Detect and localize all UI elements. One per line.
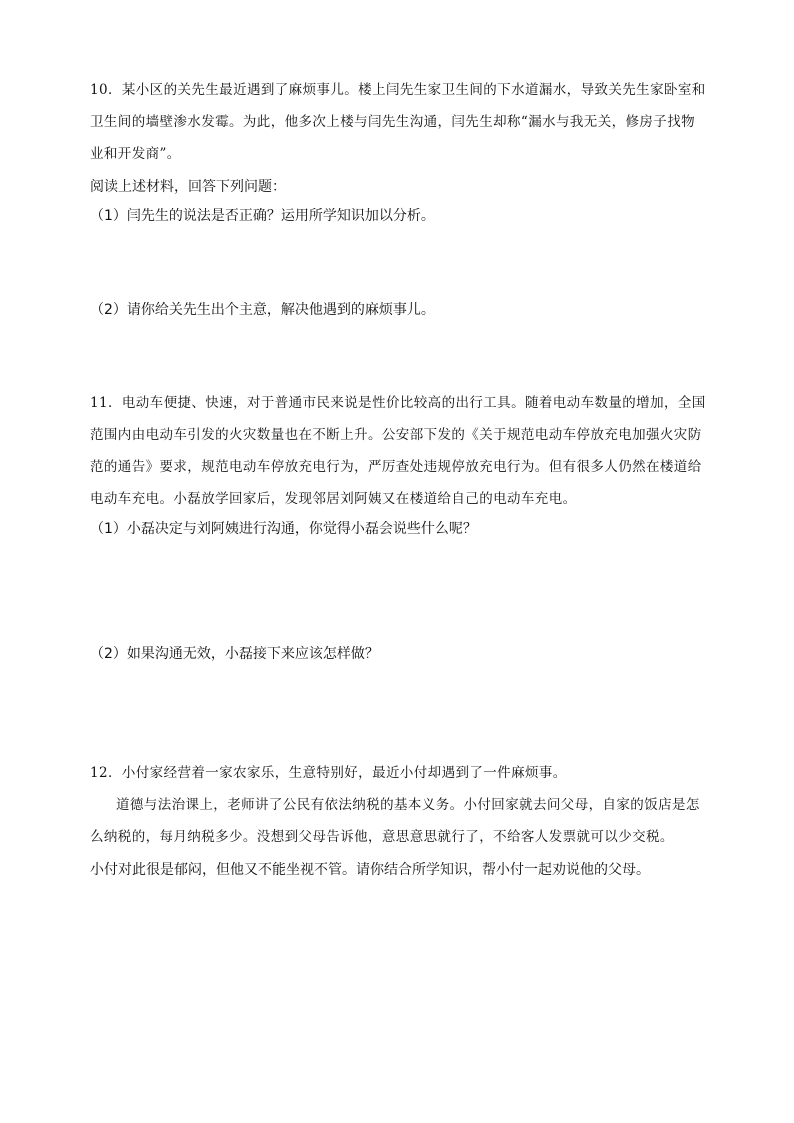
material-line: 范的通告》要求，规范电动车停放充电行为，严厉查处违规停放充电行为。但有很多人仍然在楼道给 (90, 459, 702, 475)
material-line: 业和开发商”。 (90, 146, 181, 162)
material-line: 10．某小区的关先生最近遇到了麻烦事儿。楼上闫先生家卫生间的下水道漏水，导致关先生家卧室和 (90, 82, 706, 98)
question-10-prompt: 阅读上述材料，回答下列问题： (90, 179, 286, 195)
question-12-material (90, 757, 710, 853)
question-11-sub-2: （2）如果沟通无效，小磊接下来应该怎样做？ (90, 646, 379, 662)
material-line: 卫生间的墙壁渗水发霉。为此，他多次上楼与闫先生沟通，闫先生却称“漏水与我无关，修房子找物 (90, 114, 695, 130)
question-11-material (90, 387, 710, 515)
question-10-material (90, 74, 710, 170)
question-12-task: 小付对此很是郁闷，但他又不能坐视不管。请你结合所学知识，帮小付一起劝说他的父母。 (90, 862, 650, 878)
question-11-sub-1: （1）小磊决定与刘阿姨进行沟通，你觉得小磊会说些什么呢？ (90, 521, 477, 537)
material-line: 范围内由电动车引发的火灾数量也在不断上升。公安部下发的《关于规范电动车停放充电加强火灾防 (90, 427, 702, 443)
material-line: 道德与法治课上，老师讲了公民有依法纳税的基本义务。小付回家就去问父母，自家的饭店是怎 (116, 797, 700, 813)
material-line: 电动车充电。小磊放学回家后，发现邻居刘阿姨又在楼道给自己的电动车充电。 (90, 491, 577, 507)
material-line: 11．电动车便捷、快速，对于普通市民来说是性价比较高的出行工具。随着电动车数量的增加，全国 (90, 395, 706, 411)
material-line: 12．小付家经营着一家农家乐，生意特别好，最近小付却遇到了一件麻烦事。 (90, 765, 567, 781)
question-10-sub-1: （1）闫先生的说法是否正确？运用所学知识加以分析。 (90, 208, 435, 224)
question-10-sub-2: （2）请你给关先生出个主意，解决他遇到的麻烦事儿。 (90, 302, 435, 318)
material-line: 么纳税的，每月纳税多少。没想到父母告诉他，意思意思就行了，不给客人发票就可以少交税。 (90, 829, 674, 845)
